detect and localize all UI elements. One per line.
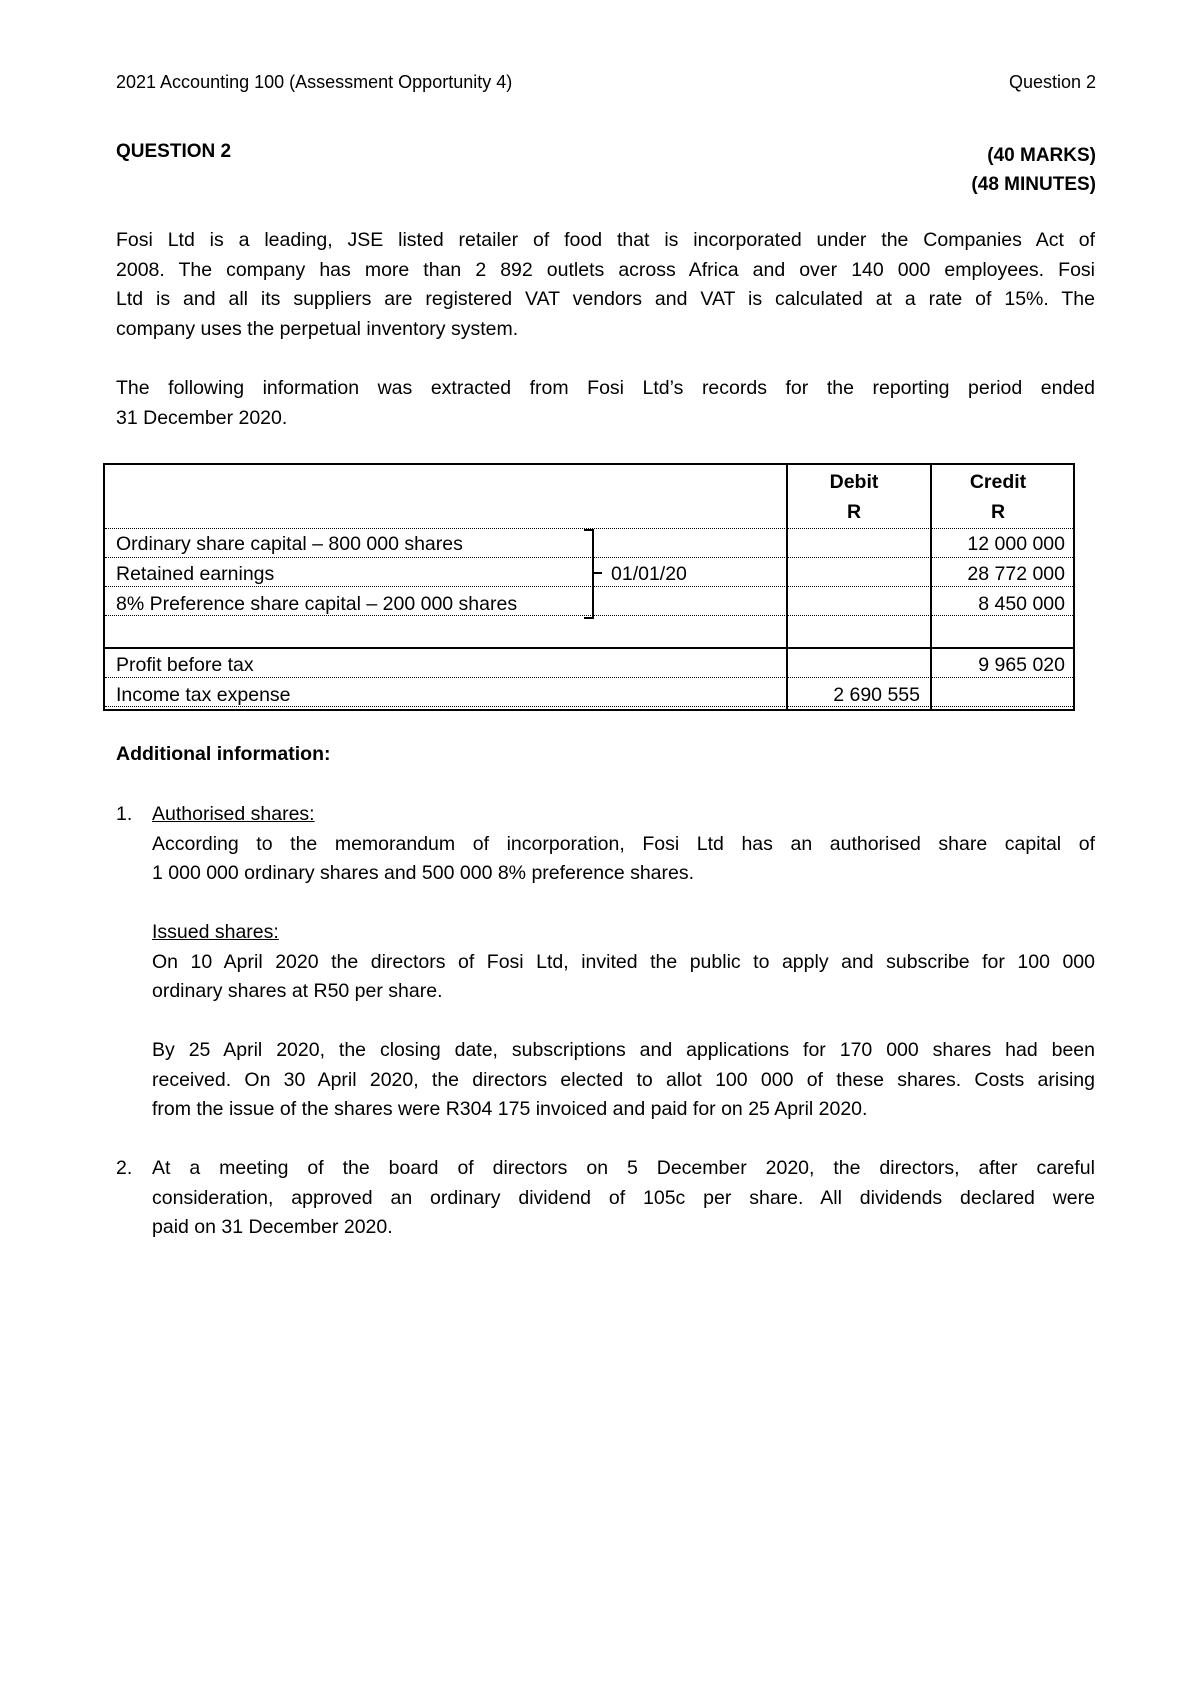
row-divider — [105, 647, 1073, 649]
text-line: paid on 31 December 2020. — [152, 1216, 393, 1238]
text-line: Ltd is and all its suppliers are registered VAT vendors and VAT is calculated at a rate of 15%. The — [116, 288, 1095, 310]
credit-header — [933, 467, 1063, 527]
authorised-heading: Authorised shares: — [152, 803, 315, 825]
bracket-tick — [594, 572, 602, 574]
table-row-label: Retained earnings — [116, 563, 275, 585]
intro-paragraph — [116, 226, 1095, 344]
list-item-authorised — [152, 800, 1095, 889]
text-line: company uses the perpetual inventory system. — [116, 317, 519, 340]
list-number: 2. — [116, 1157, 133, 1179]
credit-label: Credit — [969, 471, 1027, 493]
bracket-brace — [584, 529, 594, 619]
table-row-label: Ordinary share capital – 800 000 shares — [116, 533, 463, 555]
text-line: Fosi Ltd is a leading, JSE listed retailer of food that is incorporated under the Companies Act of — [116, 229, 1095, 251]
debit-header — [789, 467, 919, 527]
text-line: received. On 30 April 2020, the directors elected to allot 100 000 of these shares. Costs arising — [152, 1068, 1095, 1091]
list-number: 1. — [116, 803, 133, 825]
question-title: QUESTION 2 — [116, 141, 232, 162]
header-question: Question 2 — [1008, 72, 1096, 92]
table-row-credit: 28 772 000 — [967, 563, 1065, 585]
question-marks-block — [971, 141, 1096, 199]
text-line: 31 December 2020. — [116, 406, 288, 429]
text-line: 1 000 000 ordinary shares and 500 000 8% preference shares. — [152, 862, 695, 884]
text-line: At a meeting of the board of directors on 5 December 2020, the directors, after careful — [152, 1157, 1095, 1179]
text-line: On 10 April 2020 the directors of Fosi Ltd, invited the public to apply and subscribe for 100 000 — [152, 950, 1095, 973]
table-row-label: Profit before tax — [116, 654, 254, 676]
column-divider — [930, 465, 932, 709]
table-row-label: Income tax expense — [116, 684, 291, 706]
text-line: By 25 April 2020, the closing date, subscriptions and applications for 170 000 shares had been — [152, 1039, 1095, 1061]
text-line: consideration, approved an ordinary dividend of 105c per share. All dividends declared were — [152, 1186, 1095, 1209]
text-line: According to the memorandum of incorporation, Fosi Ltd has an authorised share capital of — [152, 832, 1095, 855]
issued-heading: Issued shares: — [152, 921, 279, 943]
column-divider — [786, 465, 788, 709]
table-row-credit: 12 000 000 — [967, 533, 1065, 555]
balance-date: 01/01/20 — [611, 563, 687, 585]
table-row-credit: 9 965 020 — [978, 654, 1065, 676]
text-line: from the issue of the shares were R304 175 invoiced and paid for on 25 April 2020. — [152, 1098, 868, 1120]
table-row-debit: 2 690 555 — [833, 684, 920, 706]
question-minutes: (48 MINUTES) — [971, 174, 1096, 195]
debit-currency: R — [846, 501, 862, 523]
additional-info-heading: Additional information: — [116, 743, 331, 765]
question-marks: (40 MARKS) — [987, 145, 1096, 166]
text-line: ordinary shares at R50 per share. — [152, 980, 443, 1002]
authorised-text — [152, 830, 1095, 889]
list-item-closing — [152, 1036, 1095, 1125]
row-divider — [105, 677, 1073, 678]
text-line: The following information was extracted from Fosi Ltd’s records for the reporting period ended — [116, 377, 1095, 399]
list-item-dividend — [152, 1154, 1095, 1243]
debit-label: Debit — [829, 471, 879, 493]
text-line: 2008. The company has more than 2 892 outlets across Africa and over 140 000 employees. Fosi — [116, 258, 1095, 281]
table-row-credit: 8 450 000 — [978, 593, 1065, 615]
table-row-label: 8% Preference share capital – 200 000 shares — [116, 593, 518, 615]
list-item-issued — [152, 918, 1095, 1007]
extract-paragraph — [116, 374, 1095, 433]
credit-currency: R — [990, 501, 1006, 523]
header-course: 2021 Accounting 100 (Assessment Opportunity 4) — [116, 72, 513, 92]
trial-balance-table — [103, 463, 1075, 711]
